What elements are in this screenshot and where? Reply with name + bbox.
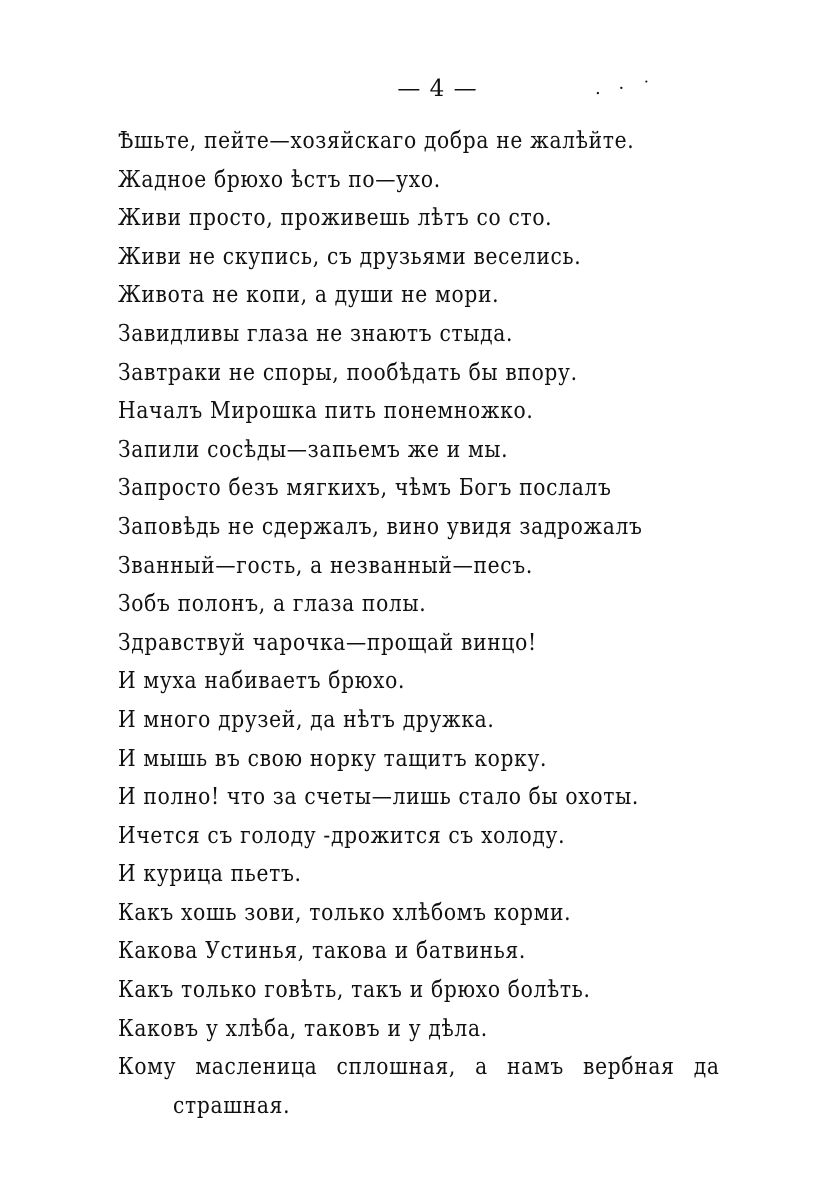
proverb-line: И много друзей, да нѣтъ дружка. [118, 704, 495, 733]
proverb-line: Завтраки не споры, пообѣдать бы впору. [118, 357, 578, 386]
proverb-line: Званный—гость, а незванный—песъ. [118, 550, 533, 579]
proverb-line: Ѣшьте, пейте—хозяйскаго добра не жалѣйте. [118, 126, 635, 154]
proverb-line: Началъ Мирошка пить понемножко. [118, 396, 534, 425]
proverb-line: Завидливы глаза не знаютъ стыда. [118, 318, 514, 347]
proverb-line: Живи не скупись, съ друзьями веселись. [118, 241, 582, 270]
proverb-line: Заповѣдь не сдержалъ, вино увидя задрожалъ [118, 511, 643, 540]
proverb-line: Запили сосѣды—запьемъ же и мы. [118, 434, 509, 463]
proverb-line: Живота не копи, а души не мори. [118, 280, 500, 309]
proverb-line: И мышь въ свою норку тащитъ корку. [118, 743, 548, 772]
proverb-line: Здравствуй чарочка—прощай винцо! [118, 627, 537, 656]
proverb-line: Кому масленица сплошная, а намъ вербная да [118, 1052, 720, 1081]
proverb-list [118, 121, 768, 1124]
proverb-line: Запросто безъ мягкихъ, чѣмъ Богъ послалъ [118, 473, 612, 502]
page-marks: . · ˙ [595, 78, 657, 99]
proverb-line: Ичется съ голоду -дрожится съ холоду. [118, 820, 566, 849]
proverb-line: Какова Устинья, такова и батвинья. [118, 936, 527, 965]
proverb-line: И муха набиваетъ брюхо. [118, 666, 406, 695]
proverb-line: Жадное брюхо ѣстъ по—ухо. [118, 164, 441, 193]
proverb-line: Живи просто, проживешь лѣтъ со сто. [118, 203, 553, 232]
proverb-line: Какъ только говѣть, такъ и брюхо болѣть. [118, 975, 591, 1004]
proverb-line: Какъ хошь зови, только хлѣбомъ корми. [118, 897, 572, 926]
proverb-line-continuation: страшная. [173, 1090, 291, 1119]
page-number: — 4 — [397, 76, 478, 102]
proverb-line: Каковъ у хлѣба, таковъ и у дѣла. [118, 1013, 488, 1042]
proverb-line: Зобъ полонъ, а глаза полы. [118, 589, 427, 618]
proverb-line: И полно! что за счеты—лишь стало бы охоты. [118, 782, 639, 811]
proverb-line: И курица пьетъ. [118, 859, 302, 888]
